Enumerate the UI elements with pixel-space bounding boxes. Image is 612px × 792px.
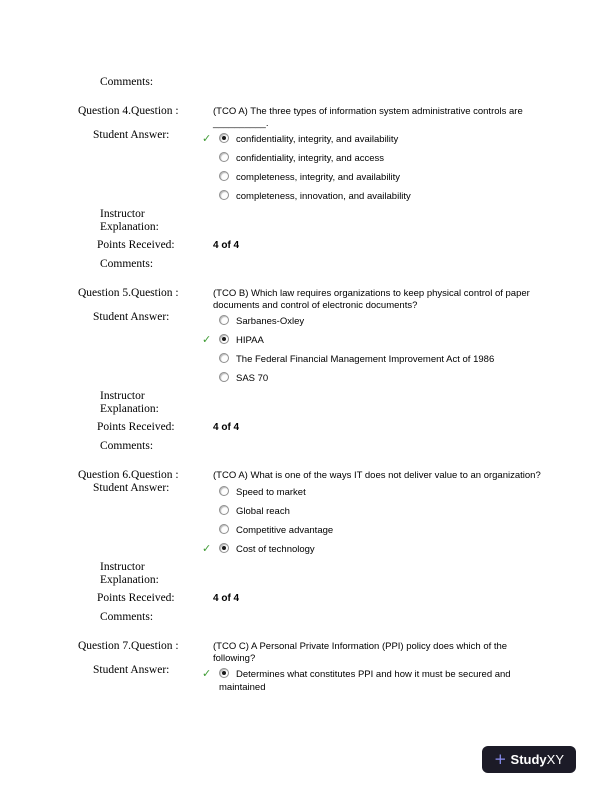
instructor-explanation-row bbox=[0, 561, 612, 587]
answer-option bbox=[202, 130, 543, 149]
answer-options bbox=[202, 482, 543, 559]
radio-button[interactable] bbox=[219, 505, 229, 515]
student-answer-row bbox=[0, 482, 612, 559]
option-label: The Federal Financial Management Improvement Act of 1986 bbox=[236, 354, 495, 365]
answer-option bbox=[213, 502, 543, 521]
question-row bbox=[0, 287, 612, 311]
points-value: 4 of 4 bbox=[213, 422, 240, 433]
radio-button[interactable] bbox=[219, 334, 229, 344]
comments-row bbox=[0, 258, 612, 271]
radio-button[interactable] bbox=[219, 133, 229, 143]
student-answer-label: Student Answer: bbox=[93, 129, 170, 141]
option-label: Speed to market bbox=[236, 487, 306, 498]
question-row bbox=[0, 640, 612, 664]
comments-row bbox=[0, 611, 612, 624]
comments-label: Comments: bbox=[100, 440, 154, 452]
option-label: Global reach bbox=[236, 506, 290, 517]
question-text: (TCO A) The three types of information system administrative controls are __________. bbox=[213, 106, 523, 129]
option-label: completeness, integrity, and availability bbox=[236, 172, 401, 183]
question-block bbox=[0, 469, 612, 624]
option-label: Determines what constitutes PPI and how it must be secured and maintained bbox=[219, 669, 511, 693]
option-label: HIPAA bbox=[236, 335, 264, 346]
questions-list bbox=[0, 105, 612, 697]
question-footer bbox=[0, 390, 612, 453]
answer-option bbox=[202, 540, 543, 559]
question-text: (TCO A) What is one of the ways IT does not deliver value to an organization? bbox=[213, 470, 541, 481]
radio-button[interactable] bbox=[219, 190, 229, 200]
student-answer-row bbox=[0, 129, 612, 206]
studyxy-logo bbox=[482, 746, 576, 773]
option-label: confidentiality, integrity, and availability bbox=[236, 134, 399, 145]
points-received-label: Points Received: bbox=[97, 421, 175, 433]
correct-check-icon: ✓ bbox=[202, 542, 212, 555]
question-row bbox=[0, 469, 612, 482]
points-value: 4 of 4 bbox=[213, 593, 240, 604]
answer-option bbox=[213, 521, 543, 540]
question-text: (TCO B) Which law requires organizations to keep physical control of paper documents and control of electronic documents? bbox=[213, 288, 530, 311]
answer-option bbox=[213, 187, 543, 206]
option-label: completeness, innovation, and availability bbox=[236, 191, 411, 202]
logo-text-xy: XY bbox=[546, 752, 565, 767]
answer-options bbox=[202, 664, 543, 697]
answer-option bbox=[213, 149, 543, 168]
question-text: (TCO C) A Personal Private Information (PPI) policy does which of the following? bbox=[213, 641, 508, 664]
student-answer-row bbox=[0, 311, 612, 388]
points-received-label: Points Received: bbox=[97, 592, 175, 604]
correct-check-icon: ✓ bbox=[202, 667, 212, 680]
radio-button[interactable] bbox=[219, 486, 229, 496]
comments-row bbox=[0, 440, 612, 453]
instructor-explanation-label: Instructor Explanation: bbox=[100, 390, 159, 415]
student-answer-label: Student Answer: bbox=[93, 664, 170, 676]
answer-option bbox=[213, 369, 543, 388]
student-answer-label: Student Answer: bbox=[93, 482, 170, 494]
answer-options bbox=[202, 311, 543, 388]
option-label: SAS 70 bbox=[236, 373, 269, 384]
radio-button[interactable] bbox=[219, 152, 229, 162]
answer-option bbox=[202, 331, 543, 350]
points-row bbox=[0, 421, 612, 434]
radio-button[interactable] bbox=[219, 543, 229, 553]
radio-button[interactable] bbox=[219, 315, 229, 325]
points-row bbox=[0, 239, 612, 252]
points-received-label: Points Received: bbox=[97, 239, 175, 251]
answer-option bbox=[213, 168, 543, 187]
answer-options bbox=[202, 129, 543, 206]
instructor-explanation-row bbox=[0, 208, 612, 234]
instructor-explanation-row bbox=[0, 390, 612, 416]
radio-button[interactable] bbox=[219, 524, 229, 534]
radio-button[interactable] bbox=[219, 171, 229, 181]
points-row bbox=[0, 592, 612, 605]
option-label: confidentiality, integrity, and access bbox=[236, 153, 385, 164]
question-label: Question 5.Question : bbox=[78, 287, 179, 299]
question-block bbox=[0, 105, 612, 271]
question-label: Question 7.Question : bbox=[78, 640, 179, 652]
option-label: Sarbanes-Oxley bbox=[236, 316, 305, 327]
answer-option bbox=[202, 665, 543, 697]
instructor-explanation-label: Instructor Explanation: bbox=[100, 561, 159, 586]
comments-label: Comments: bbox=[100, 76, 154, 88]
logo-text-study: Study bbox=[510, 752, 547, 767]
answer-option bbox=[213, 312, 543, 331]
correct-check-icon: ✓ bbox=[202, 132, 212, 145]
comments-label: Comments: bbox=[100, 611, 154, 623]
question-label: Question 6.Question : bbox=[78, 469, 179, 481]
radio-button[interactable] bbox=[219, 372, 229, 382]
option-label: Competitive advantage bbox=[236, 525, 334, 536]
option-label: Cost of technology bbox=[236, 544, 315, 555]
student-answer-label: Student Answer: bbox=[93, 311, 170, 323]
previous-question-comments-row bbox=[0, 76, 612, 89]
instructor-explanation-label: Instructor Explanation: bbox=[100, 208, 159, 233]
radio-button[interactable] bbox=[219, 668, 229, 678]
question-label: Question 4.Question : bbox=[78, 105, 179, 117]
question-block bbox=[0, 287, 612, 453]
plus-icon: + bbox=[493, 750, 507, 768]
comments-label: Comments: bbox=[100, 258, 154, 270]
points-value: 4 of 4 bbox=[213, 240, 240, 251]
question-footer bbox=[0, 561, 612, 624]
radio-button[interactable] bbox=[219, 353, 229, 363]
question-row bbox=[0, 105, 612, 129]
answer-option bbox=[213, 350, 543, 369]
answer-option bbox=[213, 483, 543, 502]
correct-check-icon: ✓ bbox=[202, 333, 212, 346]
student-answer-row bbox=[0, 664, 612, 697]
question-footer bbox=[0, 208, 612, 271]
question-block bbox=[0, 640, 612, 697]
